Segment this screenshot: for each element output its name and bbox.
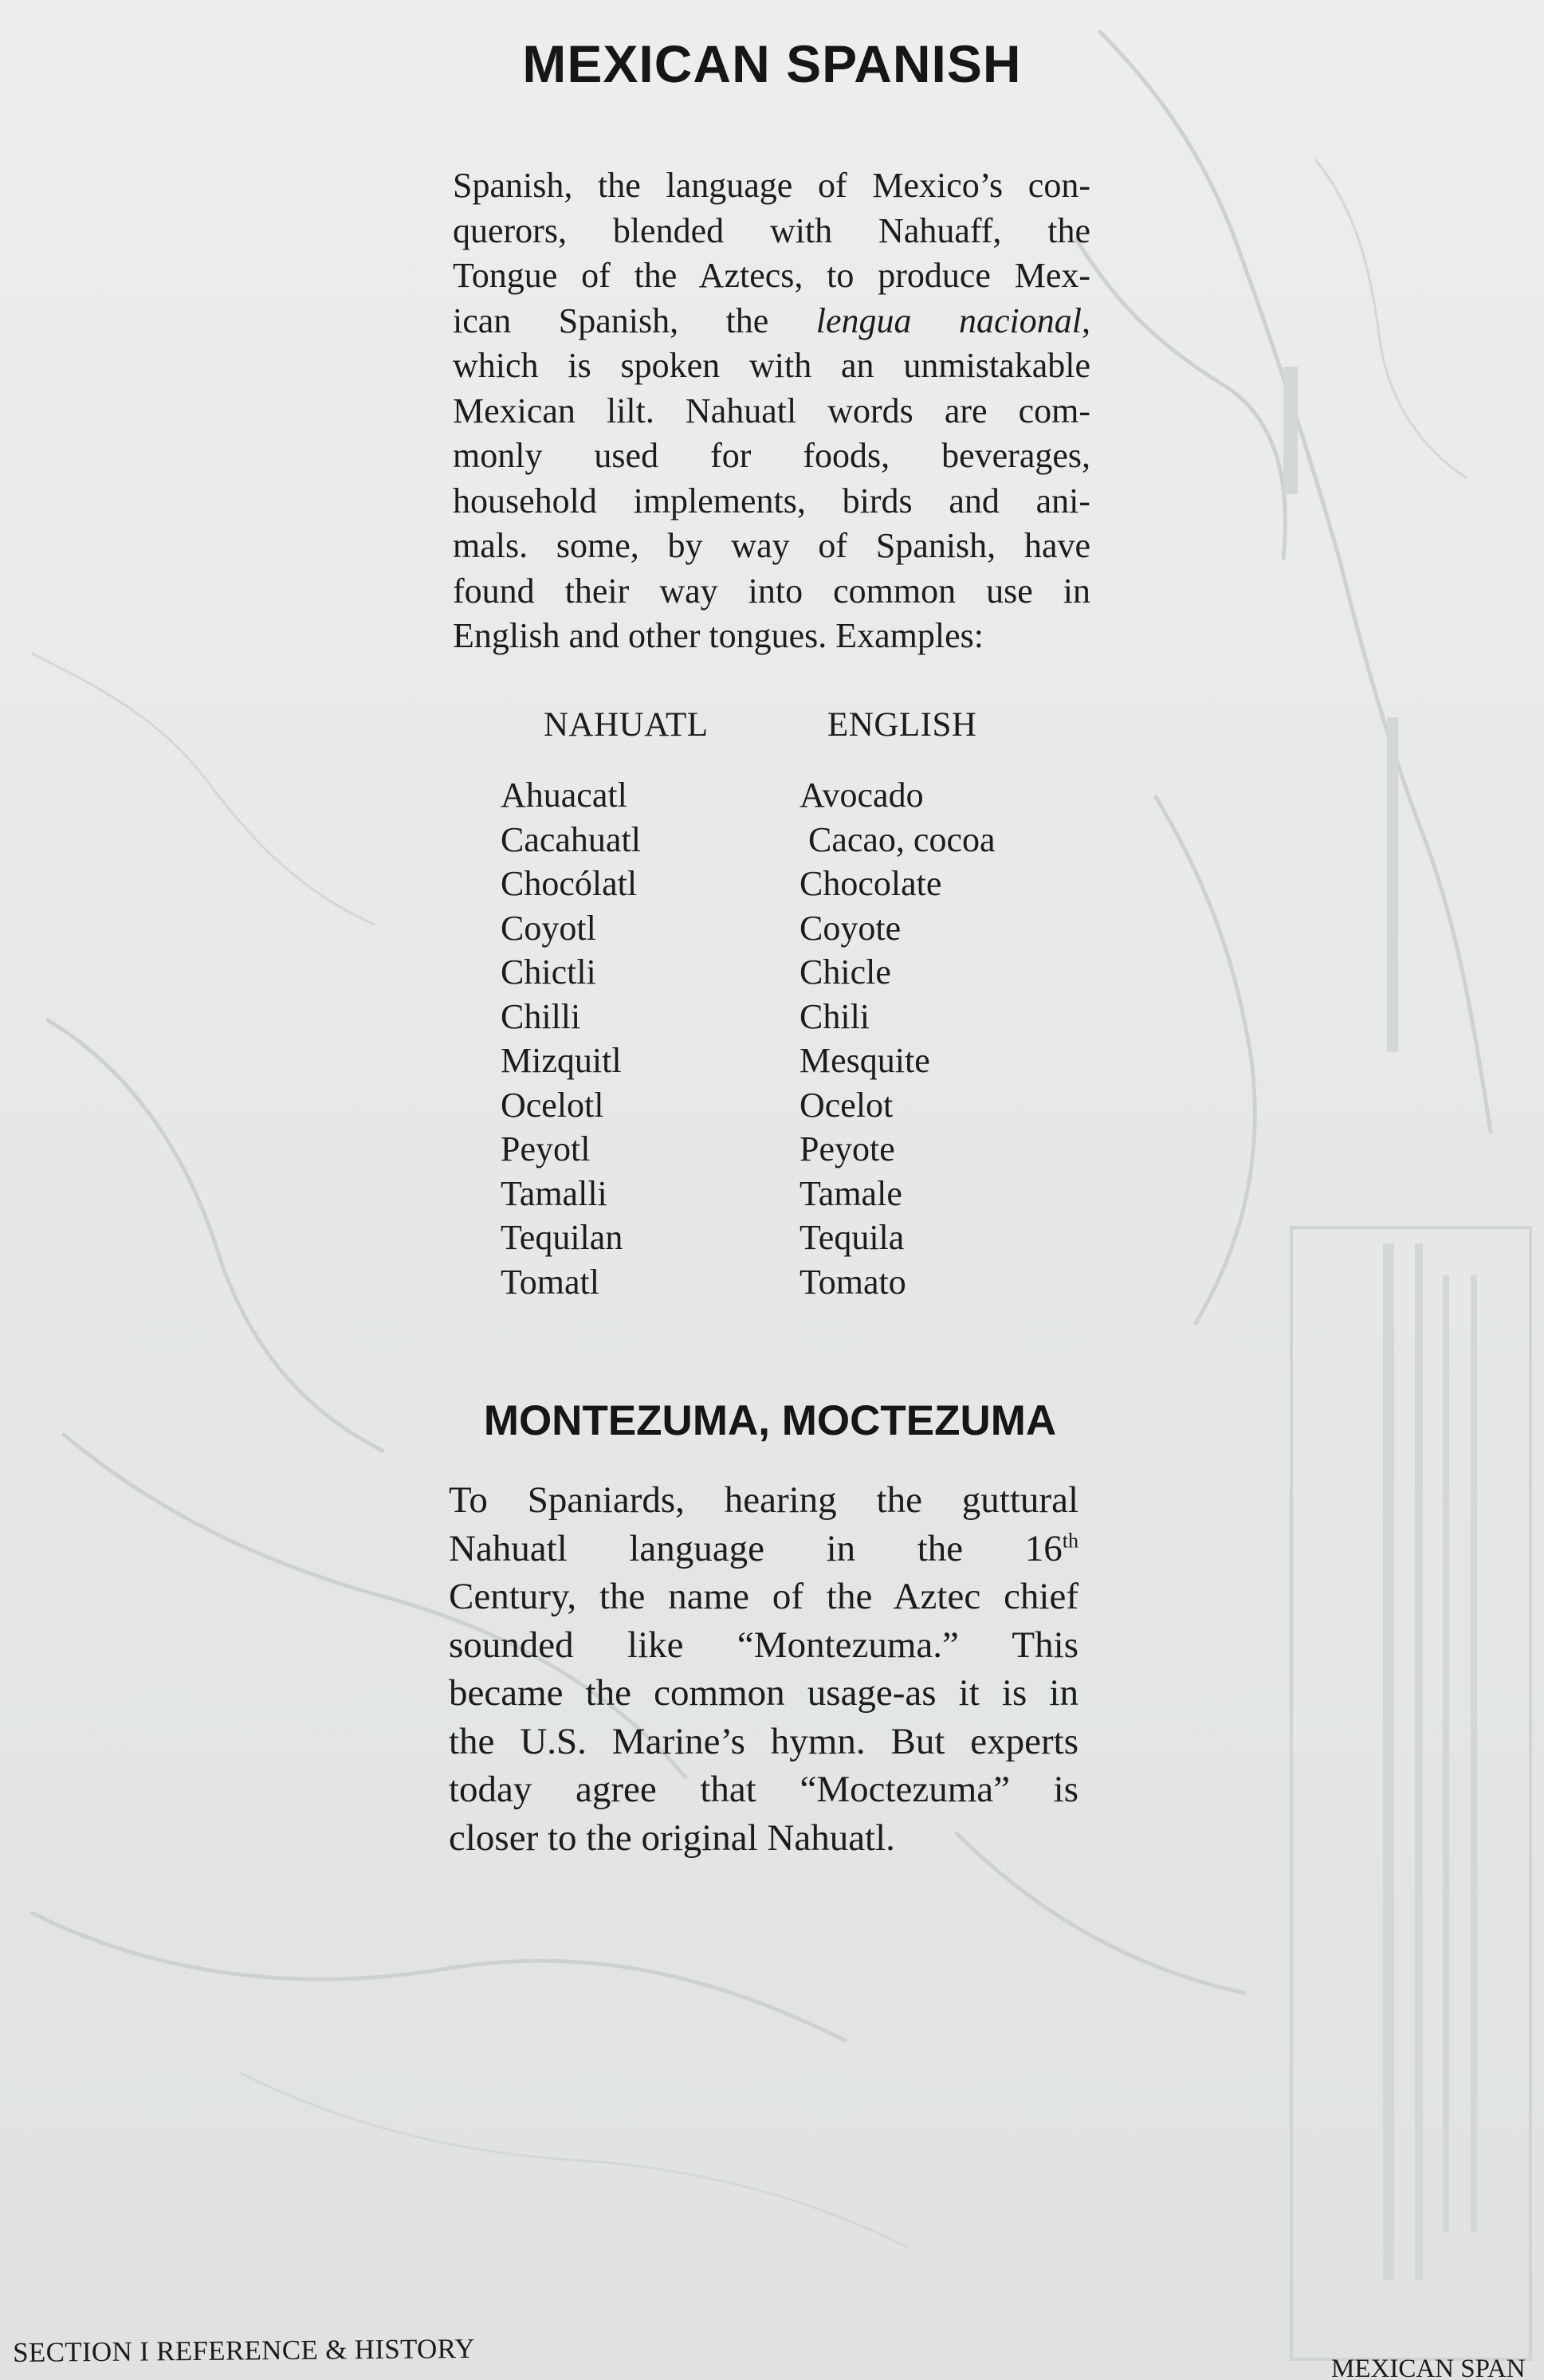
- paragraph-line: [449, 1718, 1078, 1766]
- table-row: [501, 1262, 1075, 1306]
- table-row: [501, 908, 1075, 952]
- table-row: [501, 1085, 1075, 1129]
- text-segment: became the common usage-as it is in: [449, 1672, 1078, 1714]
- paragraph-line: [453, 299, 1090, 344]
- nahuatl-word: Tomatl: [501, 1262, 600, 1302]
- text-segment: To Spaniards, hearing the guttural: [449, 1479, 1078, 1521]
- text-segment: today agree that “Moctezuma” is: [449, 1769, 1078, 1810]
- english-word: Chicle: [800, 952, 891, 992]
- text-segment: monly used for foods, beverages,: [453, 436, 1090, 475]
- paragraph-line: [453, 524, 1090, 569]
- english-word: Peyote: [800, 1129, 895, 1168]
- nahuatl-word: Coyotl: [501, 908, 596, 948]
- table-row: [501, 952, 1075, 996]
- english-word: Tomato: [800, 1262, 906, 1302]
- nahuatl-word: Cacahuatl: [501, 819, 641, 859]
- table-row: [501, 1040, 1075, 1085]
- english-word: Tamale: [800, 1173, 902, 1213]
- word-table: [501, 775, 1075, 1306]
- nahuatl-word: Ocelotl: [501, 1085, 604, 1125]
- footer-section-label: SECTION I REFERENCE & HISTORY: [13, 2332, 476, 2368]
- text-segment: ican Spanish, the: [453, 300, 816, 340]
- text-segment: Spanish, the language of Mexico’s con-: [453, 166, 1090, 205]
- table-row: [501, 819, 1075, 864]
- text-segment: closer to the original Nahuatl.: [449, 1816, 895, 1859]
- table-row: [501, 863, 1075, 908]
- nahuatl-word: Ahuacatl: [501, 776, 627, 815]
- paragraph-line: [449, 1669, 1078, 1718]
- nahuatl-word: Mizquitl: [501, 1041, 622, 1080]
- english-word: Coyote: [800, 908, 902, 948]
- montezuma-paragraph: [449, 1476, 1078, 1862]
- table-row: [501, 1173, 1075, 1218]
- text-segment: mals. some, by way of Spanish, have: [453, 526, 1090, 565]
- nahuatl-column-header: NAHUATL: [544, 706, 709, 744]
- paragraph-line: [453, 614, 1090, 659]
- text-segment: found their way into common use in: [453, 571, 1090, 611]
- text-segment: English and other tongues. Examples:: [453, 616, 984, 655]
- paragraph-line: [449, 1476, 1078, 1525]
- section-heading: MONTEZUMA, MOCTEZUMA: [483, 1397, 1057, 1444]
- english-word: Tequila: [800, 1218, 905, 1257]
- text-segment: Nahuatl language in the 16: [449, 1527, 1063, 1569]
- nahuatl-word: Tequilan: [501, 1218, 623, 1257]
- paragraph-line: [449, 1621, 1078, 1670]
- text-segment: Mexican lilt. Nahuatl words are com-: [453, 391, 1090, 430]
- text-segment: Tongue of the Aztecs, to produce Mex-: [453, 256, 1090, 295]
- text-segment: ,: [1082, 300, 1090, 340]
- superscript-text: th: [1062, 1528, 1078, 1552]
- english-column-header: ENGLISH: [827, 706, 977, 744]
- nahuatl-word: Tamalli: [501, 1173, 607, 1213]
- paragraph-line: [453, 434, 1090, 479]
- paragraph-line: [453, 253, 1090, 299]
- paragraph-line: [449, 1525, 1078, 1573]
- table-row: [501, 775, 1075, 819]
- text-segment: the U.S. Marine’s hymn. But experts: [449, 1720, 1078, 1762]
- nahuatl-word: Chilli: [501, 996, 581, 1036]
- nahuatl-word: Peyotl: [501, 1129, 591, 1168]
- paragraph-line: [453, 163, 1090, 209]
- footer-page-label: MEXICAN SPAN: [1331, 2354, 1526, 2380]
- intro-paragraph: [453, 163, 1090, 659]
- text-segment: querors, blended with Nahuaff, the: [453, 210, 1090, 250]
- english-word: Ocelot: [800, 1085, 894, 1125]
- text-segment: Century, the name of the Aztec chief: [449, 1576, 1078, 1617]
- italic-text: lengua nacional: [815, 300, 1082, 340]
- paragraph-line: [453, 479, 1090, 524]
- nahuatl-word: Chictli: [501, 952, 596, 992]
- text-segment: household implements, birds and ani-: [453, 481, 1090, 520]
- paragraph-line: [453, 569, 1090, 615]
- text-segment: sounded like “Montezuma.” This: [449, 1624, 1078, 1666]
- english-word: Chocolate: [800, 864, 942, 903]
- english-word: Chili: [800, 996, 870, 1036]
- table-row: [501, 996, 1075, 1041]
- table-row: [501, 1217, 1075, 1262]
- english-word: Cacao, cocoa: [800, 819, 996, 859]
- paragraph-line: [453, 389, 1090, 434]
- english-word: Avocado: [800, 776, 924, 815]
- paragraph-line: [449, 1765, 1078, 1814]
- table-row: [501, 1129, 1075, 1173]
- paragraph-line: [453, 209, 1090, 254]
- paragraph-line: [449, 1573, 1078, 1621]
- paragraph-line: [449, 1814, 1078, 1863]
- text-segment: which is spoken with an unmistakable: [453, 346, 1090, 385]
- page-title: MEXICAN SPANISH: [522, 34, 1022, 93]
- paragraph-line: [453, 344, 1090, 389]
- english-word: Mesquite: [800, 1041, 930, 1080]
- nahuatl-word: Chocólatl: [501, 864, 638, 903]
